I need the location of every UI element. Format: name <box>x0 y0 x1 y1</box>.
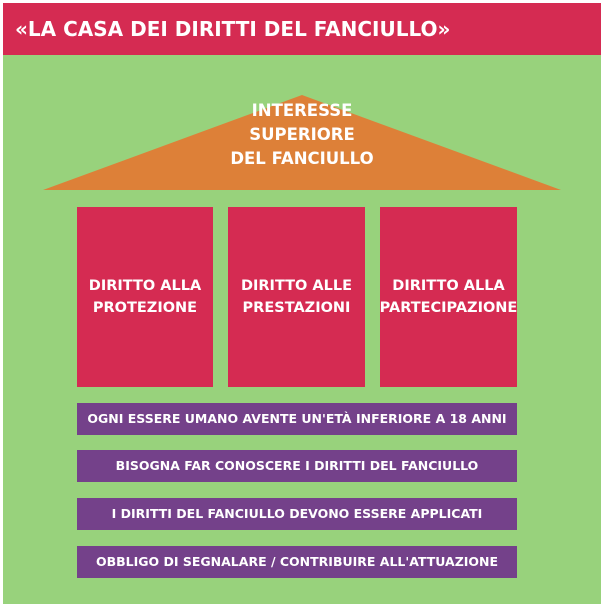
roof-label-line: DEL FANCIULLO <box>230 149 374 168</box>
foundation-bar-age: OGNI ESSERE UMANO AVENTE UN'ETÀ INFERIORE A 18 ANNI <box>77 403 517 435</box>
roof-label-line: INTERESSE <box>251 101 353 120</box>
pillar-label-line: PARTECIPAZIONE <box>379 300 518 316</box>
pillar-label-line: DIRITTO ALLA <box>88 278 202 294</box>
foundation-bar-obligation: OBBLIGO DI SEGNALARE / CONTRIBUIRE ALL'ATTUAZIONE <box>77 546 517 578</box>
pillar-protezione <box>77 207 213 387</box>
roof-label <box>183 99 421 171</box>
pillar-label-line: PRESTAZIONI <box>242 300 351 316</box>
pillar-label-line: DIRITTO ALLA <box>392 278 505 294</box>
diagram-frame <box>3 3 601 604</box>
roof-label-line: SUPERIORE <box>249 125 355 144</box>
pillar-label-line: DIRITTO ALLE <box>240 278 353 294</box>
pillar-prestazioni <box>228 207 365 387</box>
diagram-title: «LA CASA DEI DIRITTI DEL FANCIULLO» <box>3 3 601 55</box>
foundation-bar-application: I DIRITTI DEL FANCIULLO DEVONO ESSERE APPLICATI <box>77 498 517 530</box>
foundation-bar-awareness: BISOGNA FAR CONOSCERE I DIRITTI DEL FANCIULLO <box>77 450 517 482</box>
pillar-partecipazione <box>380 207 517 387</box>
pillar-label-line: PROTEZIONE <box>92 300 198 316</box>
